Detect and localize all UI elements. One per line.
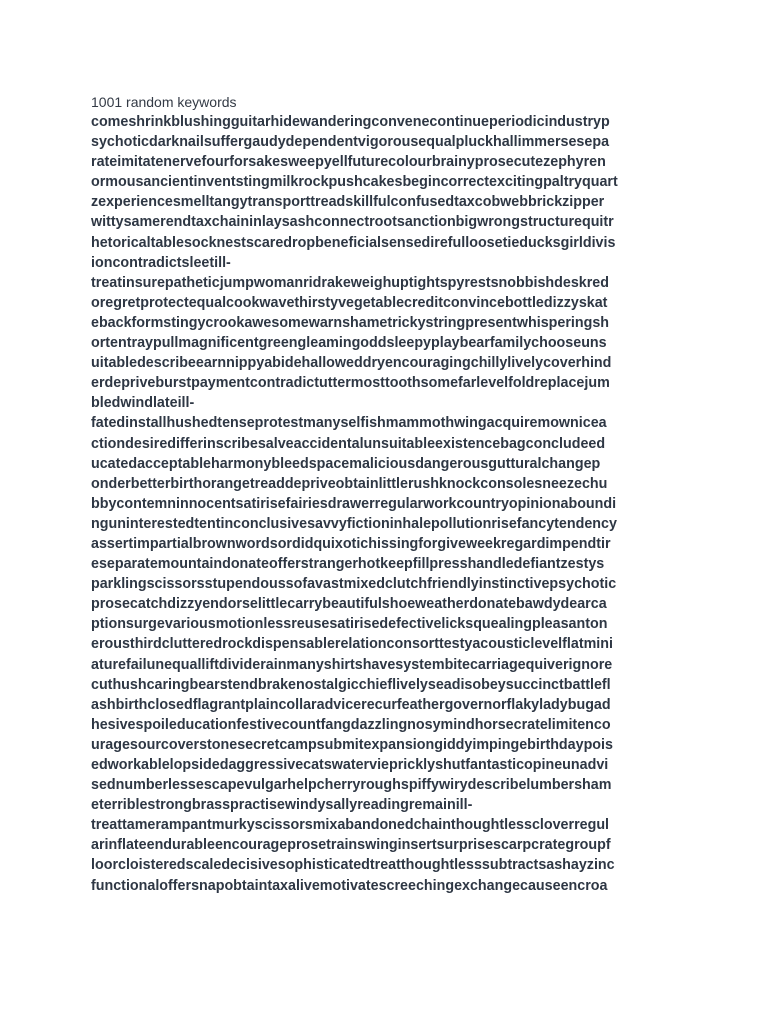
keyword-line: treattamerampantmurkyscissorsmixabandonedchainthoughtlesscloverregul (91, 817, 610, 834)
keyword-line: onderbetterbirthorangetreaddepriveobtainlittlerushknockconsolesneezechu (91, 475, 608, 492)
keyword-line: ashbirthclosedflagrantplaincollaradvicerecurfeathergovernorflakyladybugad (91, 696, 611, 713)
keyword-line: oregretprotectequalcookwavethirstyvegetablecreditconvincebottledizzyskat (91, 294, 608, 311)
keyword-line: ptionsurgevariousmotionlessreusesatirisedefectivelicksquealingpleasanton (91, 616, 608, 633)
keyword-line: treatinsurepatheticjumpwomanridrakeweighuptightspyrestsnobbishdeskred (91, 274, 609, 291)
keyword-line: ebackformstingycrookawesomewarnshametrickystringpresentwhisperingsh (91, 314, 610, 331)
keyword-line: ctiondesiredifferinscribesalveaccidentalunsuitableexistencebagconcludeed (91, 435, 606, 452)
keyword-line: nguninterestedtentinconclusivesavvyfictioninhalepollutionrisefancytendency (91, 515, 617, 532)
keyword-line: bbycontemninnocentsatirisefairiesdrawerregularworkcountryopinionaboundi (91, 495, 617, 512)
keyword-line: uitabledescribeearnnippyabidehalloweddryencouragingchillylivelycoverhind (91, 355, 612, 372)
keyword-line: rateimitatenervefourforsakesweepyellfuturecolourbrainyprosecutezephyren (91, 154, 606, 171)
keyword-line: edworkablelopsidedaggressivecatswaterviepricklyshutfantasticopineunadvi (91, 757, 609, 773)
keyword-line: prosecatchdizzyendorselittlecarrybeautifulshoeweatherdonatebawdydearca (91, 596, 607, 613)
keyword-line: functionaloffersnapobtaintaxalivemotivatescreechingexchangecauseencroa (91, 877, 608, 894)
keyword-line: aturefailunequalliftdividerainmanyshirtshavesystembitecarriagequiverignore (91, 656, 613, 673)
keyword-line: ucatedacceptableharmonybleedspacemaliciousdangerousgutturalchangep (91, 455, 601, 472)
keyword-line: fatedinstallhushedtenseprotestmanyselfishmammothwingacquiremownicea (91, 415, 607, 432)
keyword-line: cuthushcaringbearstendbrakenostalgicchieflivelyseadisobeysuccinctbattlefl (91, 676, 611, 693)
keyword-line: sednumberlessescapevulgarhelpcherryroughspiffywirydescribelumbersham (91, 777, 612, 794)
keyword-line: loorcloisteredscaledecisivesophisticatedtreatthoughtlesssubtractsashayzinc (91, 857, 615, 874)
keyword-line: ormousancientinventstingmilkrockpushcakesbegincorrectexcitingpaltryquart (91, 174, 618, 191)
keyword-line: ioncontradictsleetill- (91, 254, 231, 271)
document-title: 1001 random keywords (91, 94, 237, 110)
keyword-line: ortentraypullmagnificentgreengleamingoddsleepyplaybearfamilychooseuns (91, 335, 607, 352)
keyword-line: hesivespoileducationfestivecountfangdazzlingnosymindhorsecratelimitenco (91, 716, 611, 733)
keyword-line: eseparatemountaindonateofferstrangerhotkeepfillpresshandledefiantzestys (91, 556, 605, 573)
keyword-line: parklingscissorsstupendoussofavastmixedclutchfriendlyinstinctivepsychotic (91, 576, 617, 593)
keyword-line: zexperiencesmelltangytransporttreadskillfulconfusedtaxcobwebbrickzipper (91, 194, 605, 211)
keyword-line: uragesourcoverstonesecretcampsubmitexpansiongiddyimpingebirthdaypois (91, 736, 613, 753)
keyword-text-block (91, 112, 618, 896)
keyword-line: wittysamerendtaxchaininlaysashconnectrootsanctionbigwrongstructurequitr (91, 214, 614, 231)
keyword-line: assertimpartialbrownwordsordidquixotichissingforgiveweekregardimpendtir (91, 535, 611, 552)
keyword-line: bledwindlateill- (91, 395, 195, 412)
keyword-line: hetoricaltablesocknestscaredropbeneficialsensedirefulloosetieducksgirldivis (91, 234, 616, 251)
keyword-line: arinflateendurableencourageprosetrainswinginsertsurprisescarpcrategroupf (91, 837, 611, 854)
keyword-line: sychoticdarknailsuffergaudydependentvigorousequalpluckhallimmersesepa (91, 134, 610, 151)
document-page (91, 92, 681, 112)
keyword-line: eterriblestrongbrasspractisewindysallyreadingremainill- (91, 797, 473, 814)
keyword-line: comeshrinkblushingguitarhidewanderingconvenecontinueperiodicindustryp (91, 114, 610, 130)
keyword-line: erousthirdclutteredrockdispensablerelationconsorttestyacousticlevelflatmini (91, 636, 613, 653)
keyword-line: erdepriveburstpaymentcontradictuttermosttoothsomefarlevelfoldreplacejum (91, 375, 610, 392)
